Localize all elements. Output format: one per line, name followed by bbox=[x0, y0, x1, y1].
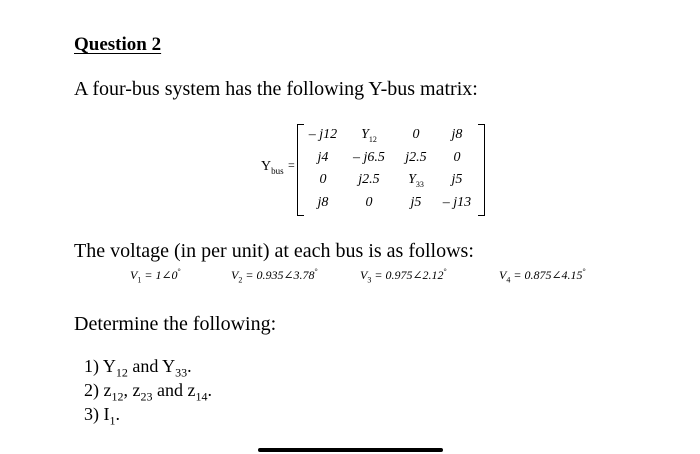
voltage-v3: $V_3$ = 0.975∠2.12° bbox=[360, 267, 447, 285]
matrix-cell: $Y_{12}$ bbox=[361, 126, 377, 144]
matrix-cell: j8 bbox=[451, 127, 463, 143]
matrix-cell: – j13 bbox=[442, 194, 472, 210]
matrix-cell: – j6.5 bbox=[353, 149, 385, 165]
ybus-label-main: Y bbox=[261, 159, 272, 174]
task-3: 3) $I_1$. bbox=[84, 404, 120, 428]
matrix-cell: 0 bbox=[319, 172, 327, 188]
matrix-cell: – j12 bbox=[308, 127, 338, 143]
matrix-cell: j5 bbox=[451, 172, 463, 188]
ybus-matrix bbox=[303, 124, 477, 214]
question-heading: Question 2 bbox=[74, 34, 162, 55]
matrix-cell: $Y_{33}$ bbox=[408, 171, 424, 189]
matrix-cell: 0 bbox=[365, 194, 373, 210]
matrix-cell: j8 bbox=[317, 194, 329, 210]
voltage-v1: $V_1$ = 1∠0° bbox=[130, 267, 181, 285]
determine-intro: Determine the following: bbox=[74, 313, 277, 335]
ybus-equals: = bbox=[288, 158, 295, 172]
home-indicator[interactable] bbox=[258, 448, 443, 452]
voltage-intro: The voltage (in per unit) at each bus is as follows: bbox=[74, 240, 474, 262]
matrix-row bbox=[303, 124, 477, 147]
matrix-cell: 0 bbox=[453, 149, 461, 165]
question-intro: A four-bus system has the following Y-bus matrix: bbox=[74, 78, 478, 100]
task-2: 2) $z_{12}$, $z_{23}$ and $z_{14}$. bbox=[84, 380, 212, 404]
ybus-label-sub: bus bbox=[271, 165, 284, 176]
voltage-v2: $V_2$ = 0.935∠3.78° bbox=[231, 267, 318, 285]
matrix-cell: j4 bbox=[317, 149, 329, 165]
ybus-label bbox=[261, 159, 284, 176]
matrix-cell: j2.5 bbox=[358, 172, 380, 188]
matrix-cell: 0 bbox=[412, 127, 420, 143]
matrix-row bbox=[303, 169, 477, 192]
matrix-right-bracket bbox=[478, 124, 485, 216]
matrix-row bbox=[303, 192, 477, 215]
matrix-cell: j2.5 bbox=[405, 149, 427, 165]
task-1: 1) $Y_{12}$ and $Y_{33}$. bbox=[84, 356, 192, 380]
matrix-cell: j5 bbox=[410, 194, 422, 210]
matrix-row bbox=[303, 147, 477, 170]
voltage-v4: $V_4$ = 0.875∠4.15° bbox=[499, 267, 586, 285]
